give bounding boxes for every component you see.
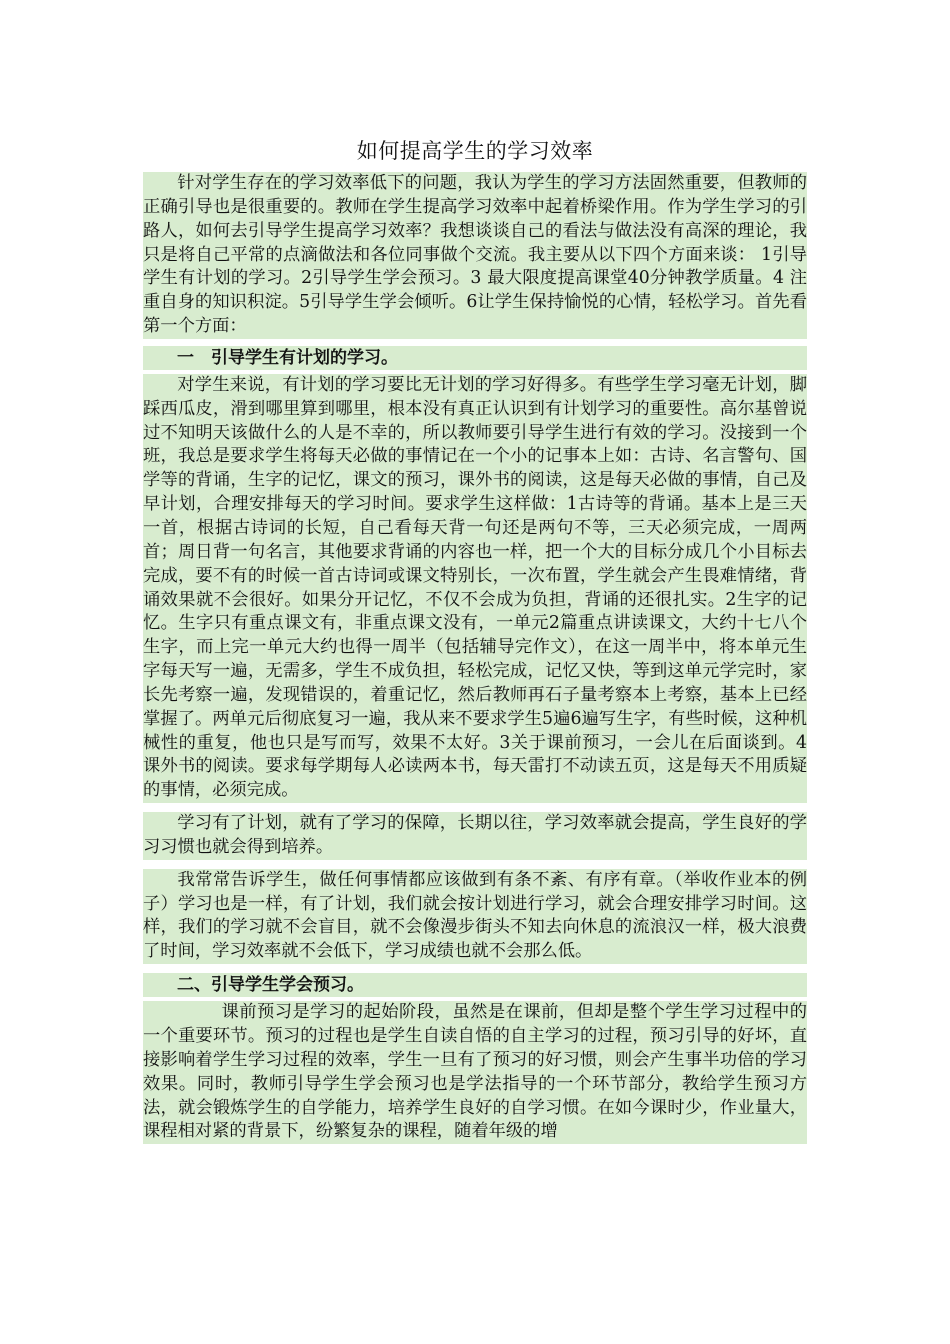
document-body: [143, 172, 807, 1153]
section-1-paragraph-1: [143, 374, 807, 803]
document-title: 如何提高学生的学习效率: [356, 139, 594, 163]
section-2-heading: 二、引导学生学会预习。: [143, 973, 807, 997]
intro-text: 针对学生存在的学习效率低下的问题，我认为学生的学习方法固然重要，但教师的正确引导也是很重要的。教师在学生提高学习效率中起着桥梁作用。作为学生学习的引路人，如何去引导学生提高学习效率？我想谈谈自己的看法与做法没有高深的理论，我只是将自己平常的点滴做法和各位同事做个交流。我主要从以下四个方面来谈： 1引导学生有计划的学习。2引导学生学会预习。3 最大限度提高课堂40分钟教学质量。4 注重自身的知识积淀。5引导学生学会倾听。6让学生保持愉悦的心情，轻松学习。首先看第一个方面：: [143, 173, 807, 337]
section-1-paragraph-3: [143, 869, 807, 964]
section-1-paragraph-2-text: 学习有了计划，就有了学习的保障，长期以往，学习效率就会提高，学生良好的学习习惯也就会得到培养。: [143, 813, 807, 857]
section-2-paragraph-1-text: 课前预习是学习的起始阶段，虽然是在课前，但却是整个学生学习过程中的一个重要环节。预习的过程也是学生自读自悟的自主学习的过程，预习引导的好坏，直接影响着学生学习过程的效率，学生一旦有了预习的好习惯，则会产生事半功倍的学习效果。同时，教师引导学生学会预习也是学法指导的一个环节部分，教给学生预习方法，就会锻炼学生的自学能力，培养学生良好的自学习惯。在如今课时少，作业量大，课程相对紧的背景下，纷繁复杂的课程，随着年级的增: [143, 1002, 807, 1142]
section-1-heading: 一 引导学生有计划的学习。: [143, 346, 807, 370]
section-1-paragraph-1-text: 对学生来说，有计划的学习要比无计划的学习好得多。有些学生学习毫无计划，脚踩西瓜皮，滑到哪里算到哪里，根本没有真正认识到有计划学习的重要性。高尔基曾说过不知明天该做什么的人是不幸的，所以教师要引导学生进行有效的学习。没接到一个班，我总是要求学生将每天必做的事情记在一个小的记事本上如：古诗、名言警句、国学等的背诵，生字的记忆，课文的预习，课外书的阅读，这是每天必做的事情，自己及早计划，合理安排每天的学习时间。要求学生这样做：1古诗等的背诵。基本上是三天一首，根据古诗词的长短，自己看每天背一句还是两句不等，三天必须完成，一周两首；周日背一句名言，其他要求背诵的内容也一样，把一个大的目标分成几个小目标去完成，要不有的时候一首古诗词或课文特别长，一次布置，学生就会产生畏难情绪，背诵效果就不会很好。如果分开记忆，不仅不会成为负担，背诵的还很扎实。2生字的记忆。生字只有重点课文有，非重点课文没有，一单元2篇重点讲读课文，大约十七八个生字，而上完一单元大约也得一周半（包括辅导完作文），在这一周半中，将本单元生字每天写一遍，无需多，学生不成负担，轻松完成，记忆又快，等到这单元学完时，家长先考察一遍，发现错误的，着重记忆，然后教师再石子量考察本上考察，基本上已经掌握了。两单元后彻底复习一遍，我从来不要求学生5遍6遍写生字，有些时候，这种机械性的重复，他也只是写而写，效果不太好。3关于课前预习，一会儿在后面谈到。4 课外书的阅读。要求每学期每人必读两本书，每天雷打不动读五页，这是每天不用质疑的事情，必须完成。: [143, 374, 807, 801]
section-2-paragraph-1: [143, 1001, 807, 1144]
section-1-paragraph-3-text: 我常常告诉学生，做任何事情都应该做到有条不紊、有序有章。（举收作业本的例子）学习也是一样，有了计划，我们就会按计划进行学习，就会合理安排学习时间。这样，我们的学习就不会盲目，就不会像漫步街头不知去向休息的流浪汉一样，极大浪费了时间，学习效率就不会低下，学习成绩也就不会那么低。: [143, 869, 807, 962]
section-1-paragraph-2: [143, 812, 807, 860]
intro-paragraph: [143, 172, 807, 339]
